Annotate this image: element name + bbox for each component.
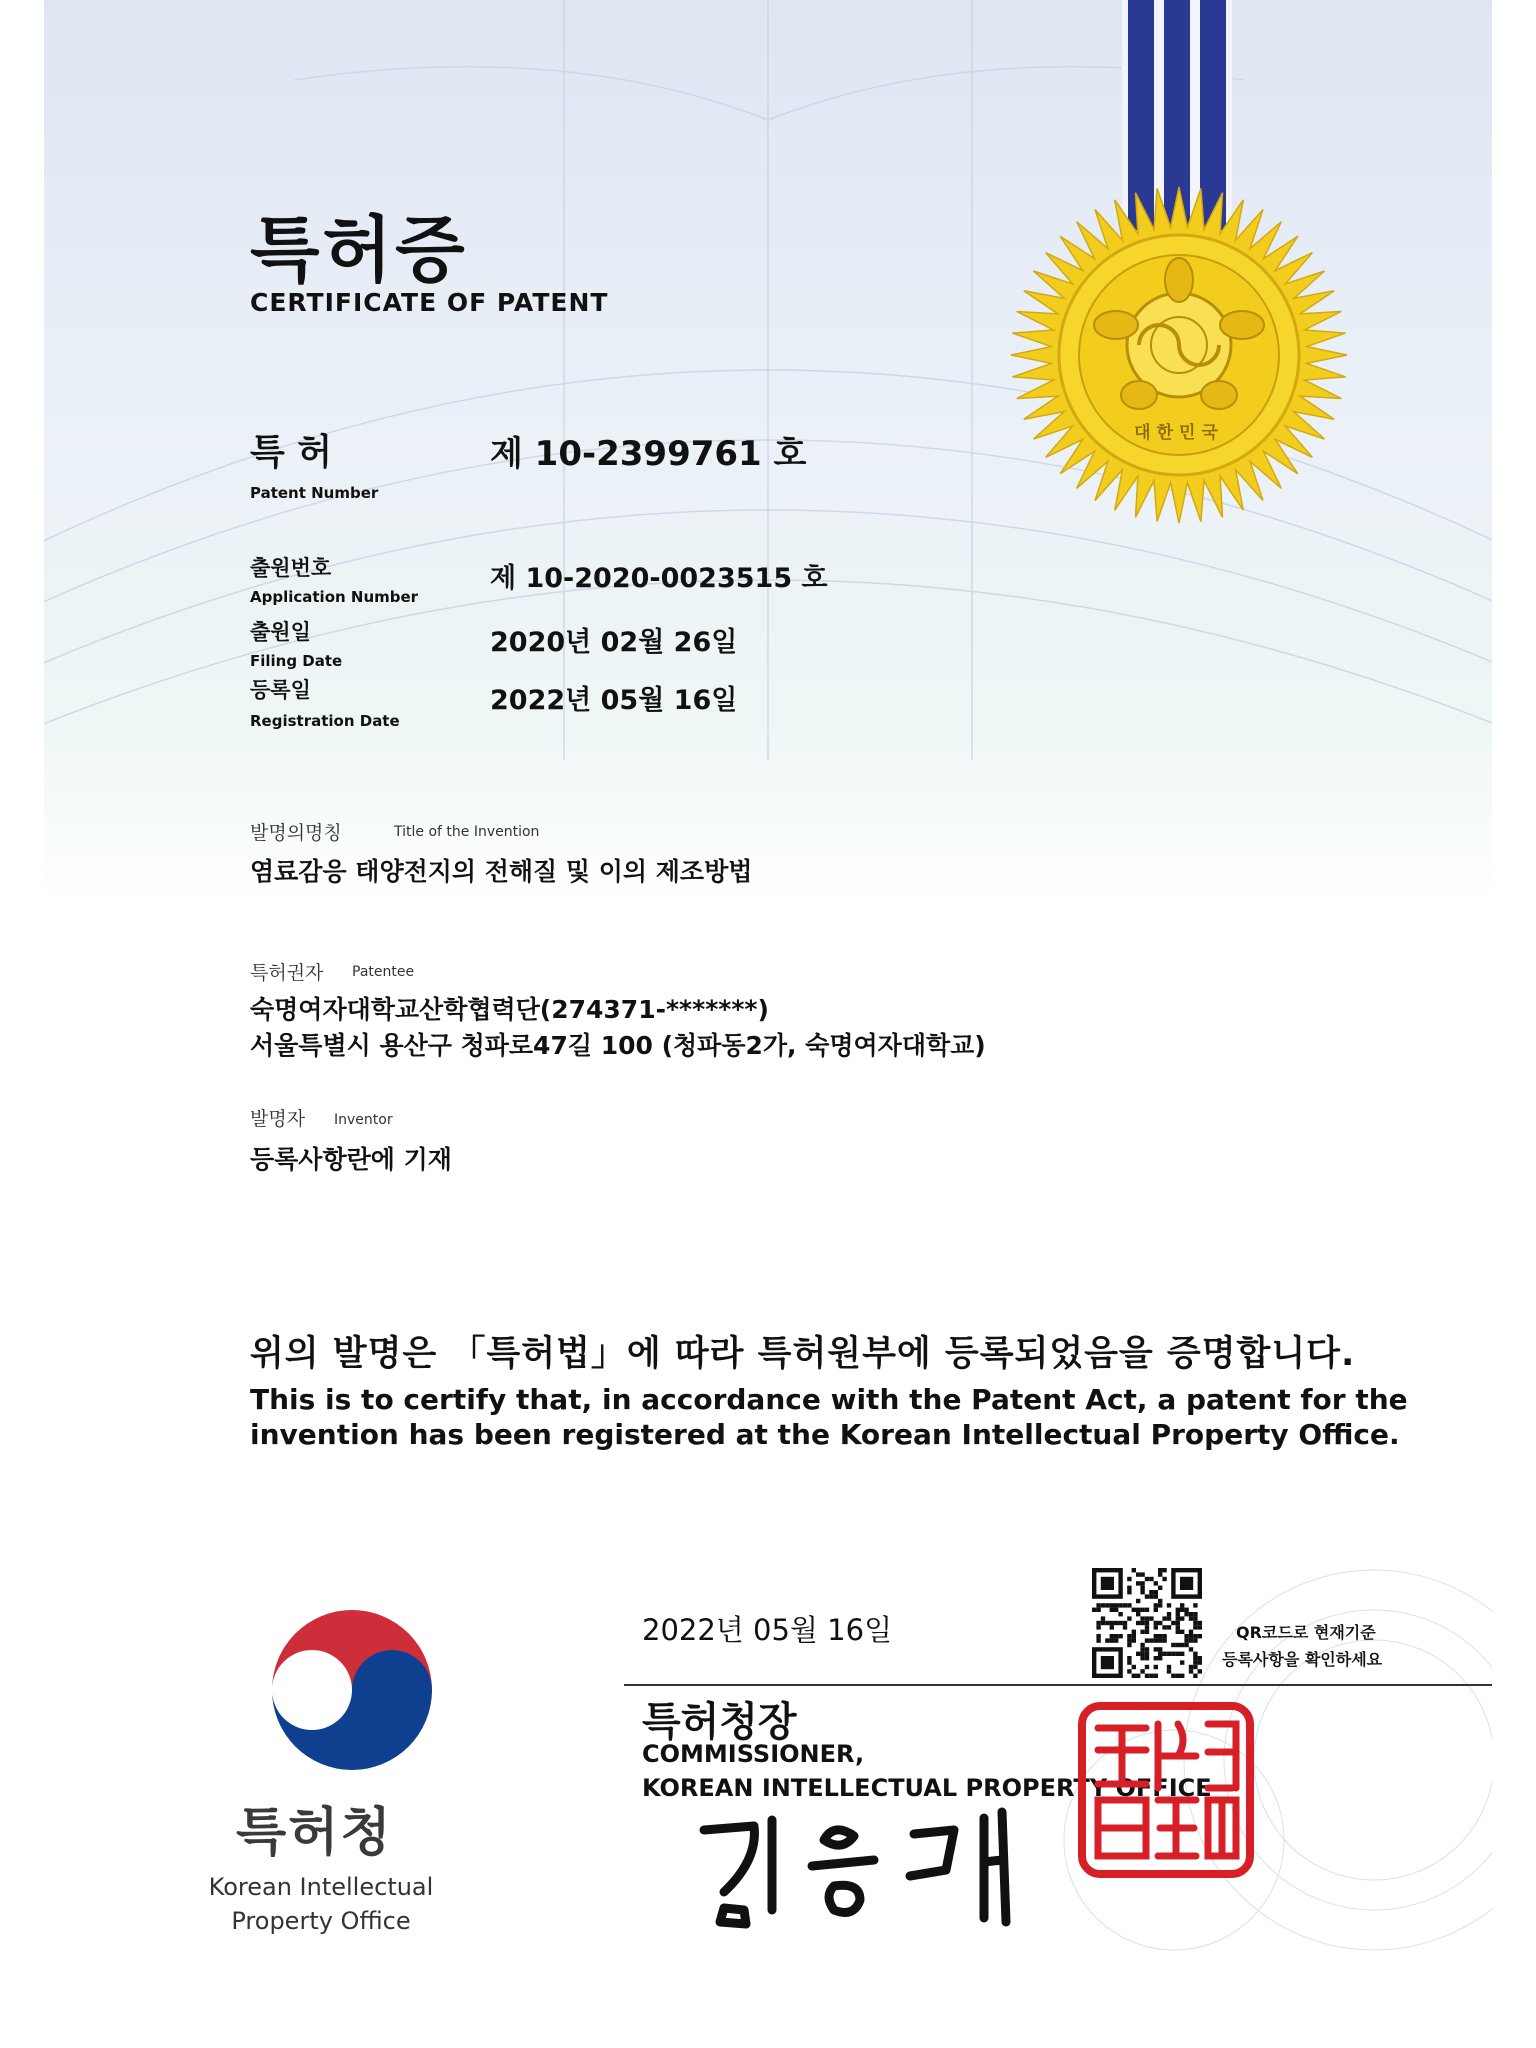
issue-date: 2022년 05월 16일	[642, 1613, 893, 1647]
invention-label-ko: 발명의명칭	[250, 822, 342, 844]
filing-date-label-ko: 출원일	[250, 620, 311, 644]
invention-label-en: Title of the Invention	[394, 824, 540, 840]
patent-number-value: 제 10-2399761 호	[490, 434, 807, 474]
inventor-value: 등록사항란에 기재	[250, 1145, 452, 1174]
application-number-value: 제 10-2020-0023515 호	[490, 563, 828, 594]
statement-en: This is to certify that, in accordance with the Patent Act, a patent for the invention has been registered at the Korean Intellectual Property Office.	[250, 1383, 1408, 1451]
statement-ko: 위의 발명은 「특허법」에 따라 특허원부에 등록되었음을 증명합니다.	[250, 1334, 1356, 1374]
inventor-label-en: Inventor	[334, 1112, 393, 1128]
qr-note-line2: 등록사항을 확인하세요	[1222, 1650, 1383, 1669]
registration-date-label-ko: 등록일	[250, 678, 311, 702]
patent-number-label-en: Patent Number	[250, 484, 379, 502]
filing-date-value: 2020년 02월 26일	[490, 627, 738, 658]
commissioner-title-ko: 특허청장	[642, 1699, 797, 1745]
official-red-seal-icon	[1076, 1700, 1256, 1880]
certificate-title-ko: 특허증	[250, 208, 468, 292]
kipo-name-ko: 특허청	[236, 1803, 393, 1863]
patent-number-label-ko: 특 허	[250, 432, 333, 473]
gold-seal-icon	[1004, 180, 1354, 530]
seal-ring-text: 대한민국	[1134, 423, 1224, 443]
commissioner-signature	[684, 1800, 1044, 1930]
filing-date-label-en: Filing Date	[250, 652, 343, 670]
commissioner-title-en-1: COMMISSIONER,	[642, 1740, 865, 1768]
patentee-address: 서울특별시 용산구 청파로47길 100 (청파동2가, 숙명여자대학교)	[250, 1031, 986, 1060]
kipo-name-en-line2: Property Office	[231, 1907, 411, 1935]
registration-date-value: 2022년 05월 16일	[490, 685, 738, 716]
kipo-taegeuk-logo-icon	[262, 1598, 442, 1778]
commissioner-title-en-2: KOREAN INTELLECTUAL PROPERTY OFFICE	[642, 1774, 1212, 1802]
signature-divider	[624, 1684, 1492, 1686]
kipo-name-en-line1: Korean Intellectual	[208, 1873, 434, 1901]
qr-note-line1: QR코드로 현재기준	[1236, 1623, 1376, 1642]
certificate-sheet	[44, 0, 1492, 2048]
qr-code-icon[interactable]	[1092, 1568, 1202, 1678]
application-number-label-ko: 출원번호	[250, 556, 332, 580]
certificate-title-en: CERTIFICATE OF PATENT	[250, 288, 609, 317]
kipo-name-en	[198, 1870, 444, 1938]
invention-title-value: 염료감응 태양전지의 전해질 및 이의 제조방법	[250, 857, 753, 886]
registration-date-label-en: Registration Date	[250, 712, 400, 730]
application-number-label-en: Application Number	[250, 588, 419, 606]
patentee-label-en: Patentee	[352, 964, 415, 980]
patentee-label-ko: 특허권자	[250, 962, 324, 984]
patentee-name: 숙명여자대학교산학협력단(274371-*******)	[250, 995, 769, 1024]
inventor-label-ko: 발명자	[250, 1108, 306, 1130]
